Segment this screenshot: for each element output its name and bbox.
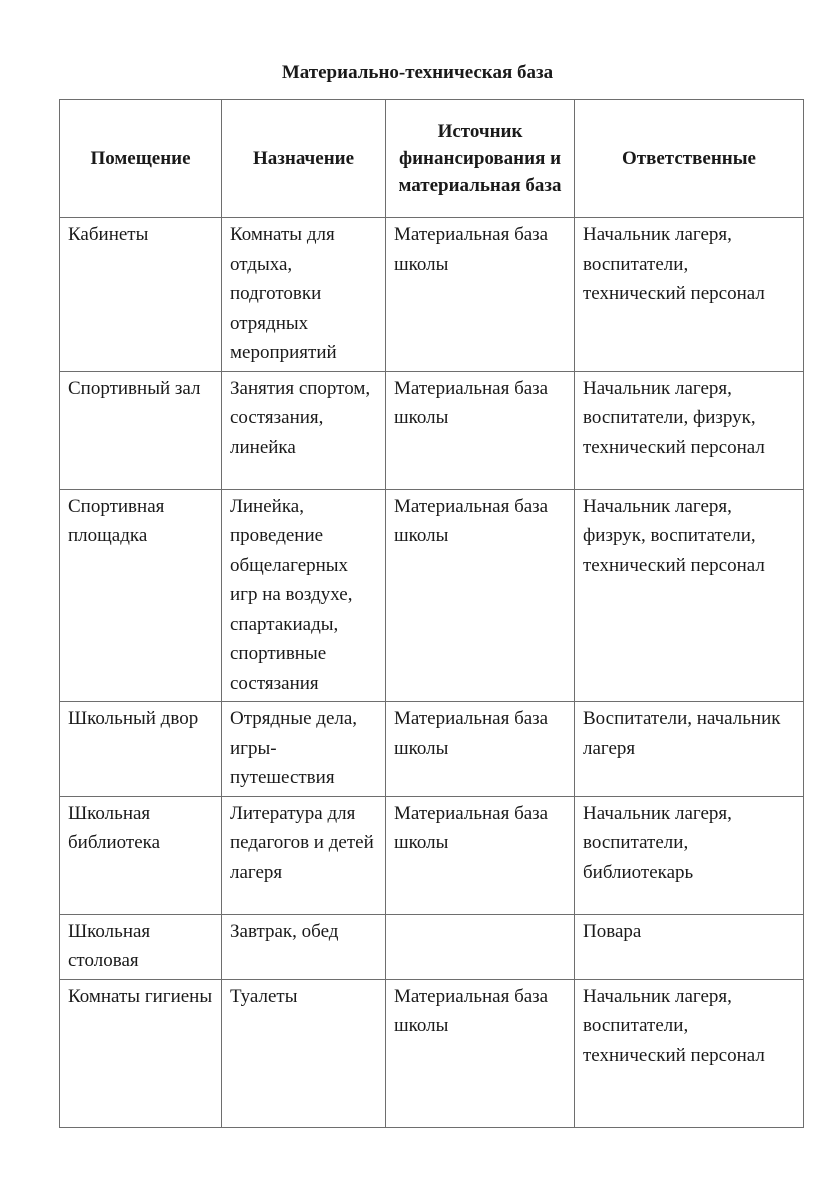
material-base-table (59, 99, 804, 1128)
cell-responsible: Начальник лагеря, физрук, воспитатели, технический персонал (575, 489, 804, 702)
cell-purpose: Занятия спортом, состязания, линейка (222, 371, 386, 489)
cell-source (386, 914, 575, 979)
cell-purpose: Комнаты для отдыха, подготовки отрядных мероприятий (222, 218, 386, 372)
table-row (60, 371, 804, 489)
cell-room: Комнаты гигиены (60, 979, 222, 1127)
cell-source: Материальная база школы (386, 371, 575, 489)
page-title: Материально-техническая база (281, 62, 554, 83)
cell-responsible: Начальник лагеря, воспитатели, технический персонал (575, 218, 804, 372)
table-row (60, 489, 804, 702)
header-source: Источник финансирования и материальная база (386, 100, 575, 218)
table-row (60, 796, 804, 914)
table-row (60, 702, 804, 797)
table-row (60, 914, 804, 979)
cell-responsible: Начальник лагеря, воспитатели, технический персонал (575, 979, 804, 1127)
table-header-row (60, 100, 804, 218)
cell-responsible: Повара (575, 914, 804, 979)
cell-source: Материальная база школы (386, 796, 575, 914)
cell-room: Школьный двор (60, 702, 222, 797)
cell-source: Материальная база школы (386, 218, 575, 372)
cell-responsible: Начальник лагеря, воспитатели, библиотекарь (575, 796, 804, 914)
table-row (60, 218, 804, 372)
header-responsible: Ответственные (575, 100, 804, 218)
header-purpose: Назначение (222, 100, 386, 218)
cell-room: Кабинеты (60, 218, 222, 372)
cell-room: Школьная столовая (60, 914, 222, 979)
cell-purpose: Туалеты (222, 979, 386, 1127)
cell-purpose: Литература для педагогов и детей лагеря (222, 796, 386, 914)
table-row (60, 979, 804, 1127)
cell-room: Спортивная площадка (60, 489, 222, 702)
header-room: Помещение (60, 100, 222, 218)
cell-source: Материальная база школы (386, 979, 575, 1127)
cell-responsible: Начальник лагеря, воспитатели, физрук, технический персонал (575, 371, 804, 489)
cell-source: Материальная база школы (386, 702, 575, 797)
cell-purpose: Завтрак, обед (222, 914, 386, 979)
cell-room: Школьная библиотека (60, 796, 222, 914)
cell-room: Спортивный зал (60, 371, 222, 489)
cell-source: Материальная база школы (386, 489, 575, 702)
cell-responsible: Воспитатели, начальник лагеря (575, 702, 804, 797)
cell-purpose: Линейка, проведение общелагерных игр на воздухе, спартакиады, спортивные состязания (222, 489, 386, 702)
cell-purpose: Отрядные дела, игры-путешествия (222, 702, 386, 797)
